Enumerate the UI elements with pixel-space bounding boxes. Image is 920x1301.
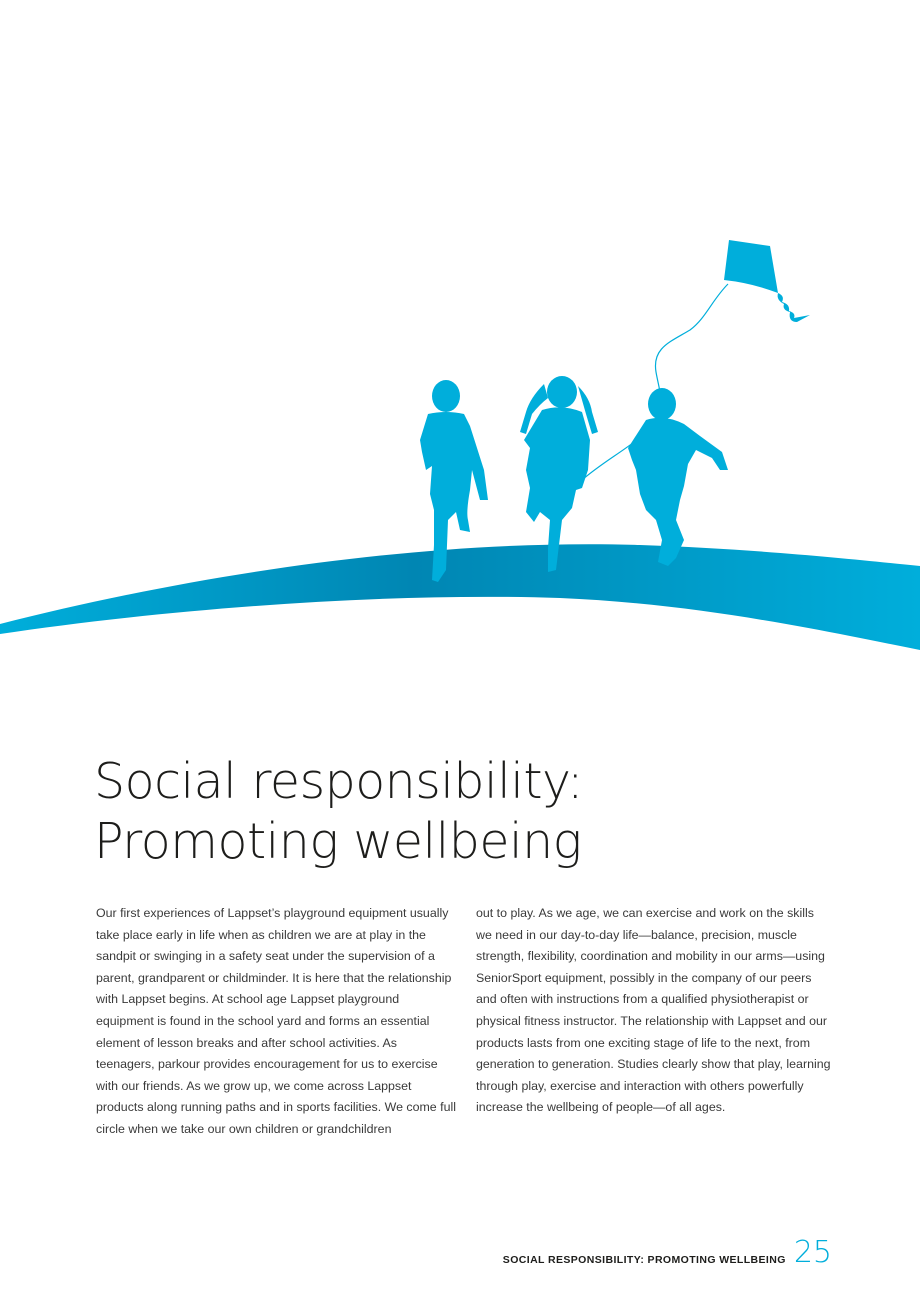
page-footer [502, 1235, 832, 1270]
page-title-line-2: Promoting wellbeing [94, 813, 582, 870]
page-title [94, 752, 854, 872]
footer-section-label: SOCIAL RESPONSIBILITY: PROMOTING WELLBEING [502, 1254, 786, 1266]
hill-shape [0, 544, 920, 650]
running-boy-icon [628, 388, 728, 566]
kite-icon [724, 240, 810, 322]
body-column-left: Our first experiences of Lappset’s playground equipment usually take place early in life when as children we are at play in the sandpit or swinging in a safety seat under the supervision of a parent, grandparent or childminder. It is here that the relationship with Lappset begins. At school age Lappset playground equipment is found in the school yard and forms an essential element of lesson breaks and after school activities. As teenagers, parkour provides encouragement for us to exercise with our friends. As we grow up, we come across Lappset products along running paths and in sports facilities. We come full circle when we take our own children or grandchildren [96, 906, 456, 1136]
running-girl-icon [520, 376, 598, 572]
body-column-right: out to play. As we age, we can exercise and work on the skills we need in our day-to-day life—balance, precision, muscle strength, flexibility, coordination and mobility in our arms—using SeniorSport equipment, possibly in the company of our peers and often with instructions from a qualified physiotherapist or physical fitness instructor. The relationship with Lappset and our products lasts from one exciting stage of life to the next, from generation to generation. Studies clearly show that play, learning through play, exercise and interaction with others powerfully increase the wellbeing of people—of all ages. [476, 906, 831, 1115]
page-title-line-1: Social responsibility: [94, 753, 583, 810]
page-number: 25 [793, 1235, 832, 1270]
